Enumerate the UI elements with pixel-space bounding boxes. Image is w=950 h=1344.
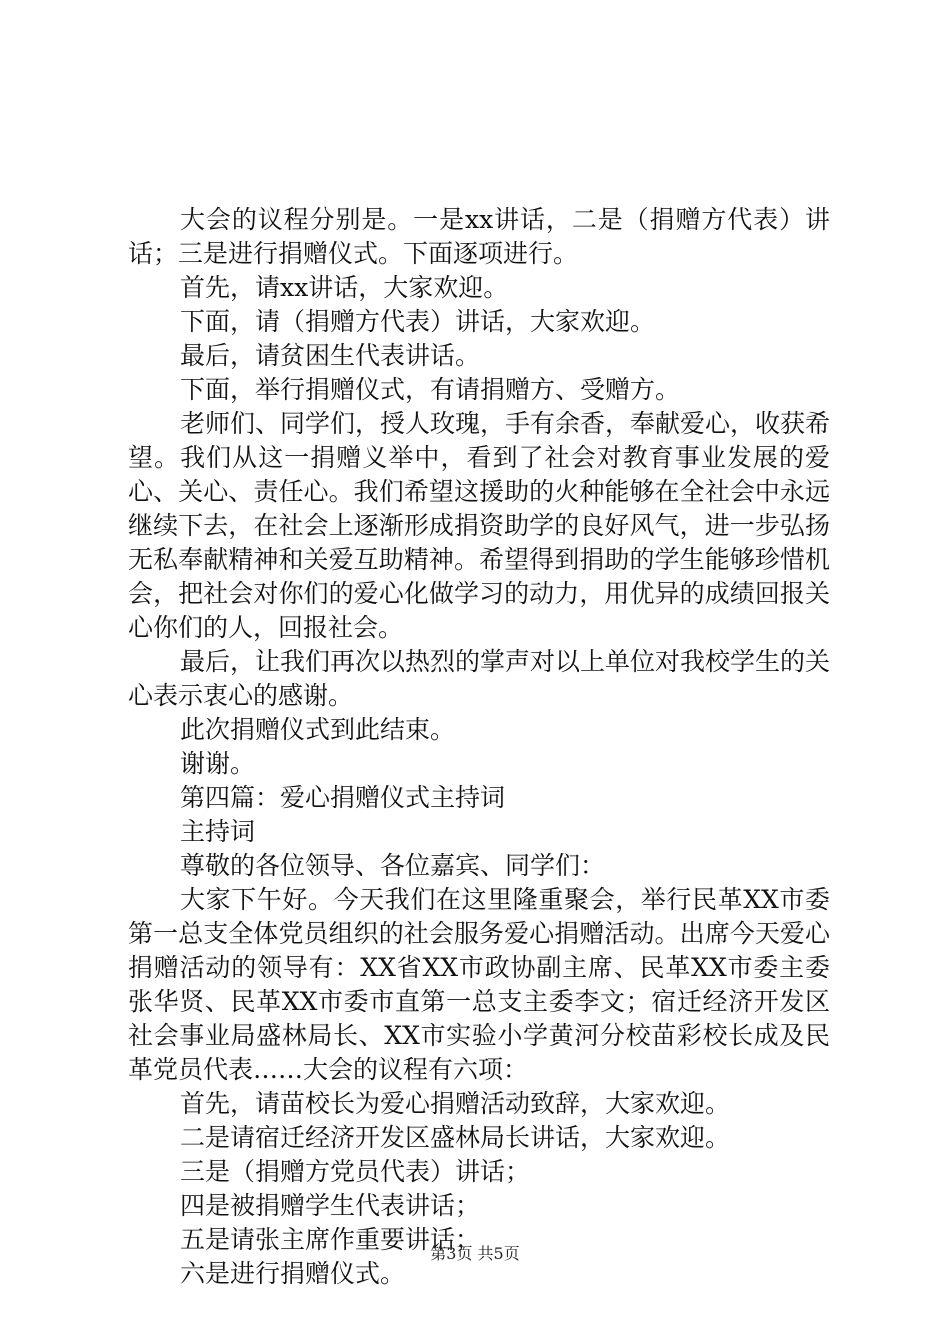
paragraph: 大家下午好。今天我们在这里隆重聚会，举行民革XX市委第一总支全体党员组织的社会服务爱心捐赠活动。出席今天爱心捐赠活动的领导有：XX省XX市政协副主席、民革XX市委主委张华贤、民革XX市委市直第一总支主委李文；宿迁经济开发区社会事业局盛林局长、XX市实验小学黄河分校苗彩校长成及民革党员代表……大会的议程有六项： xyxy=(128,885,830,1084)
paragraph: 最后，让我们再次以热烈的掌声对以上单位对我校学生的关心表示衷心的感谢。 xyxy=(128,647,831,710)
section-heading: 第四篇：爱心捐赠仪式主持词 xyxy=(180,783,506,812)
paragraph: 下面，举行捐赠仪式，有请捐赠方、受赠方。 xyxy=(180,375,681,404)
paragraph: 二是请宿迁经济开发区盛林局长讲话，大家欢迎。 xyxy=(180,1123,731,1152)
document-body xyxy=(128,203,830,1291)
paragraph: 首先，请苗校长为爱心捐赠活动致辞，大家欢迎。 xyxy=(180,1089,731,1118)
paragraph: 首先，请xx讲话，大家欢迎。 xyxy=(180,273,509,302)
paragraph: 五是请张主席作重要讲话； xyxy=(180,1225,481,1254)
paragraph: 谢谢。 xyxy=(180,749,256,778)
paragraph: 主持词 xyxy=(180,817,256,846)
paragraph: 老师们、同学们，授人玫瑰，手有余香，奉献爱心，收获希望。我们从这一捐赠义举中，看到了社会对教育事业发展的爱心、关心、责任心。我们希望这援助的火种能够在全社会中永远继续下去，在社会上逐渐形成捐资助学的良好风气，进一步弘扬无私奉献精神和关爱互助精神。希望得到捐助的学生能够珍惜机会，把社会对你们的爱心化做学习的动力，用优异的成绩回报关心你们的人，回报社会。 xyxy=(128,409,831,642)
paragraph: 下面，请（捐赠方代表）讲话，大家欢迎。 xyxy=(180,307,656,336)
paragraph: 三是（捐赠方党员代表）讲话； xyxy=(180,1157,531,1186)
paragraph: 尊敬的各位领导、各位嘉宾、同学们： xyxy=(180,851,606,880)
page-number-footer: 第3页 共5页 xyxy=(430,1244,520,1263)
paragraph: 四是被捐赠学生代表讲话； xyxy=(180,1191,481,1220)
paragraph: 此次捐赠仪式到此结束。 xyxy=(180,715,456,744)
paragraph: 六是进行捐赠仪式。 xyxy=(180,1259,406,1288)
paragraph: 最后，请贫困生代表讲话。 xyxy=(180,341,481,370)
paragraph: 大会的议程分别是。一是xx讲话，二是（捐赠方代表）讲话；三是进行捐赠仪式。下面逐项进行。 xyxy=(128,205,830,268)
